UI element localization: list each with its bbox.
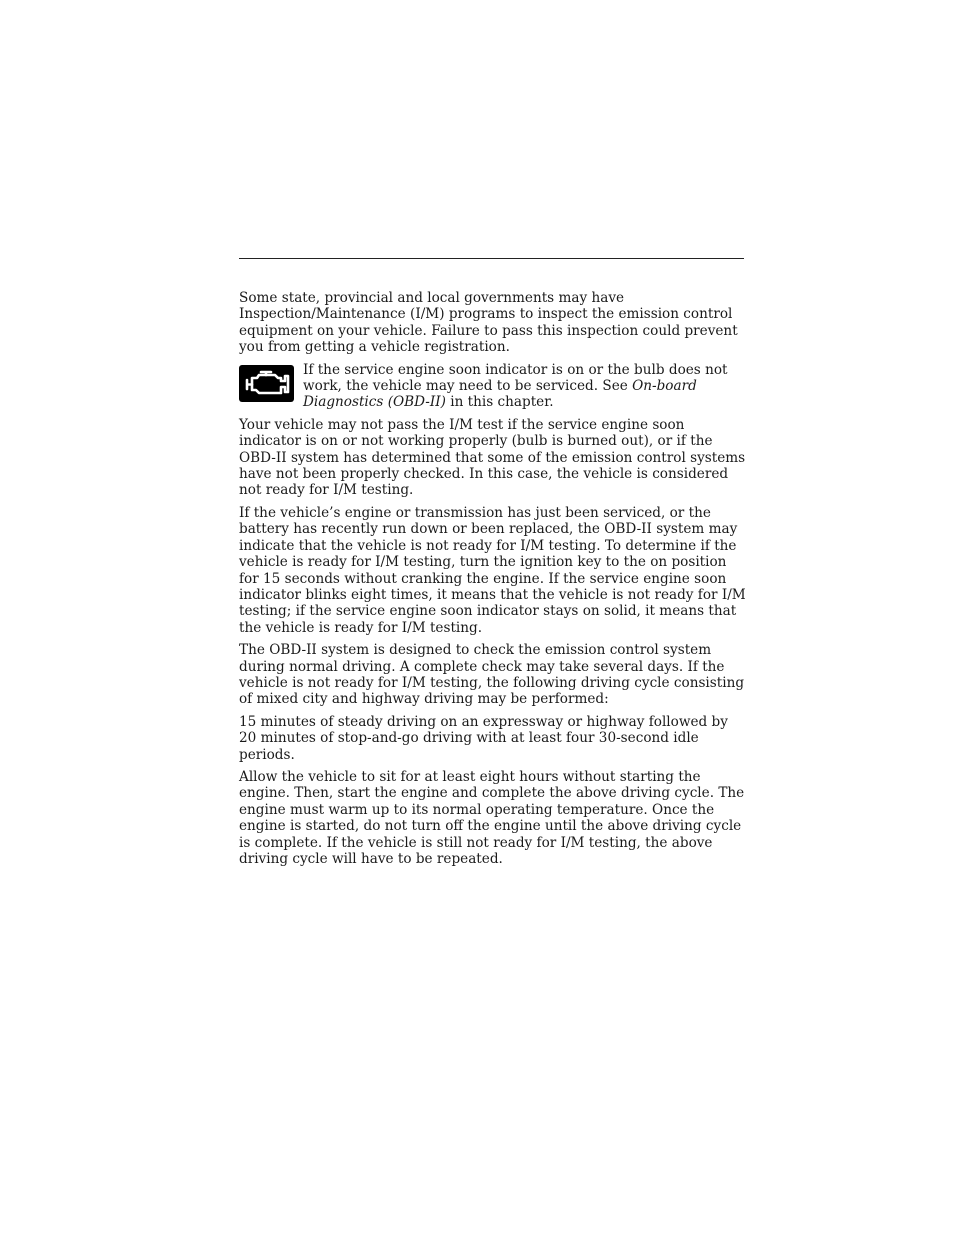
text-line: Your vehicle may not pass the I/M test if the service engine soon [239, 416, 685, 433]
text-line: equipment on your vehicle. Failure to pass this inspection could prevent [239, 322, 738, 339]
text-line: Allow the vehicle to sit for at least eight hours without starting the [239, 768, 701, 785]
text-segment: in this chapter. [445, 394, 554, 411]
text-line: the vehicle is ready for I/M testing. [239, 619, 483, 636]
text-line: vehicle is not ready for I/M testing, the following driving cycle consisting [239, 674, 745, 691]
header-rule [239, 258, 744, 259]
check-engine-icon-graphic [243, 368, 291, 398]
text-line: indicator blinks eight times, it means that the vehicle is not ready for I/M [239, 586, 746, 603]
text-line: of mixed city and highway driving may be performed: [239, 691, 609, 708]
text-line: vehicle is ready for I/M testing, turn the ignition key to the on position [239, 554, 727, 571]
paragraph-readiness-check [239, 505, 747, 636]
service-engine-text [303, 362, 728, 411]
text-line: periods. [239, 746, 295, 763]
obd-reference-link: Diagnostics (OBD-II) [303, 394, 446, 411]
obd-reference-link: On-board [632, 378, 697, 395]
text-line [303, 378, 728, 394]
service-engine-note [239, 362, 747, 411]
paragraph-driving-cycle [239, 714, 747, 763]
text-segment: work, the vehicle may need to be serviced. See [303, 378, 633, 395]
text-line: is complete. If the vehicle is still not ready for I/M testing, the above [239, 834, 713, 851]
text-line: 20 minutes of stop-and-go driving with at least four 30-second idle [239, 730, 699, 747]
text-line: Some state, provincial and local governments may have [239, 290, 625, 306]
paragraph-im-programs [239, 290, 747, 356]
text-line: have not been properly checked. In this case, the vehicle is considered [239, 466, 729, 483]
text-line: testing; if the service engine soon indicator stays on solid, it means that [239, 603, 737, 620]
text-line: If the vehicle’s engine or transmission has just been serviced, or the [239, 504, 711, 521]
paragraph-repeat-cycle [239, 769, 747, 867]
text-line: engine. Then, start the engine and complete the above driving cycle. The [239, 785, 745, 802]
text-line: OBD-II system has determined that some of the emission control systems [239, 449, 746, 466]
text-line: engine is started, do not turn off the engine until the above driving cycle [239, 818, 742, 835]
text-line: Inspection/Maintenance (I/M) programs to inspect the emission control [239, 306, 733, 323]
text-line: driving cycle will have to be repeated. [239, 851, 503, 867]
text-line: engine must warm up to its normal operating temperature. Once the [239, 801, 715, 818]
text-line: The OBD-II system is designed to check the emission control system [239, 642, 712, 659]
page-body [239, 290, 747, 873]
text-line: If the service engine soon indicator is on or the bulb does not [303, 361, 728, 378]
check-engine-icon [239, 365, 294, 402]
text-line [303, 394, 728, 410]
paragraph-im-test-fail [239, 417, 747, 499]
text-line: indicator is on or not working properly (bulb is burned out), or if the [239, 433, 713, 450]
paragraph-obd-design [239, 642, 747, 708]
text-line: for 15 seconds without cranking the engine. If the service engine soon [239, 570, 727, 587]
text-line: not ready for I/M testing. [239, 482, 414, 499]
text-line: 15 minutes of steady driving on an expressway or highway followed by [239, 713, 728, 730]
text-line: battery has recently run down or been replaced, the OBD-II system may [239, 521, 738, 538]
text-line: indicate that the vehicle is not ready for I/M testing. To determine if the [239, 537, 737, 554]
text-line: you from getting a vehicle registration. [239, 339, 510, 356]
text-line: during normal driving. A complete check may take several days. If the [239, 658, 725, 675]
